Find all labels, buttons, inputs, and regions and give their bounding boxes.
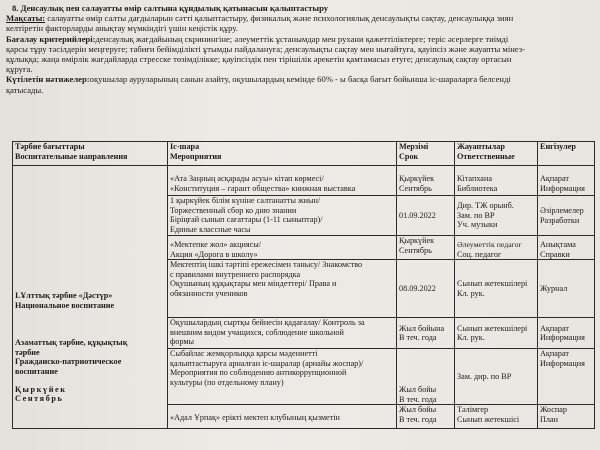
goal-text-1: салауатты өмір салты дағдыларын сәтті қалыптастыру, физикалық және психологиялық денсаулықты сақтау, денсаулыққа зиян xyxy=(45,13,514,24)
responsible-cell: Тәлімгер Сынып жетекшісі xyxy=(455,405,538,429)
criteria-line-2: қарсы тұру тәсілдерін меңгеруге; табиғи бейімділікті ұтымды пайдалануға; денсаулықты сақтау мен нығайтуға, қауіпсіз және жауапты мінез- xyxy=(6,43,525,54)
output-cell: Ақпарат Информация xyxy=(538,349,595,405)
section1-ru: Национальное воспитание xyxy=(15,300,115,310)
responsible-cell: Дир. ТЖ орынб. Зам. по ВР Уч. музыки xyxy=(455,196,538,236)
output-cell: Жоспар План xyxy=(538,405,595,429)
event-cell: «Мектепке жол» акциясы/ Акция «Дорога в школу» xyxy=(168,236,397,260)
section2-ru-b: воспитание xyxy=(15,366,58,376)
deadline-cell: Қыркүйек Сентябрь xyxy=(397,236,455,260)
goal-label: Мақсаты: xyxy=(6,13,46,24)
header-output: Енгізулер xyxy=(538,142,595,166)
goal-line-1 xyxy=(6,13,594,23)
deadline-cell: Жыл бойы В теч. года xyxy=(397,405,455,429)
plan-table xyxy=(12,141,595,429)
deadline-cell: Жыл бойына В теч. года xyxy=(397,318,455,349)
header-direction: Тәрбие бағыттары Воспитательные направления xyxy=(13,142,168,166)
event-cell: «Адал Ұрпақ» ерікті мектеп клубының қызметін xyxy=(168,405,397,429)
section2-ru-a: Гражданско-патриотическое xyxy=(15,357,122,367)
event-cell: 1 қыркүйек білім күніне салтанатты жиын/ Торжественный сбор ко дню знании Біріңғай сынып сағаттары (1-11 сыныптар)/ Единые классные часы xyxy=(168,196,397,236)
responsible-cell: Әлеуметтік педагог Соц. педагог xyxy=(455,236,538,260)
event-cell: Мектептің ішкі тәртіпі ережесімен танысу/ Знакомство с правилами внутреннего распорядка Оқушының құқықтары мен міндеттері/ Права и обязанности учеников xyxy=(168,260,397,318)
event-cell: Оқушылардың сыртқы бейнесін қадағалау/ Контроль за внешним видом учащихся, соблюдение школьной формы xyxy=(168,318,397,349)
deadline-cell: 01.09.2022 xyxy=(397,196,455,236)
results-label: Күтілетін нәтижелер: xyxy=(6,74,90,85)
header-event: Іс-шара Мероприятия xyxy=(168,142,397,166)
results-line-1 xyxy=(6,74,594,84)
section-title: 8. Денсаулық пен салауатты өмір салтына құндылық қатынасын қалыптастыру xyxy=(12,3,329,13)
criteria-line-4: құруға. xyxy=(6,64,33,75)
criteria-text-1: денсаулық жағдайының скринингіне; әлеуметтік ұстанымдар мен рухани қажеттіліктерге; теріс әсерлерге тиімді xyxy=(95,33,509,44)
output-cell: Анықтама Справки xyxy=(538,236,595,260)
table-row xyxy=(13,166,595,196)
responsible-cell: Сынып жетекшілері Кл. рук. xyxy=(455,260,538,318)
header-responsible: Жауаптылар Ответственные xyxy=(455,142,538,166)
criteria-label: Бағалау критерийлері: xyxy=(6,33,96,44)
goal-line-2: келтіретін факторларды анықтау мүмкіндігі үшін кеңістік құру. xyxy=(6,23,238,34)
criteria-line-1 xyxy=(6,34,594,44)
section2-kz-a: Азаматтық тәрбие, құқықтық xyxy=(15,338,128,348)
deadline-cell: Қыркүйек Сентябрь xyxy=(397,166,455,196)
event-cell: «Ата Заңның асқарады асуы» кітап көрмесі/ «Конституция – гарант общества» книжная выставка xyxy=(168,166,397,196)
document-header xyxy=(6,3,594,95)
deadline-cell: 08.09.2022 xyxy=(397,260,455,318)
month-kz: Қыркүйек xyxy=(15,384,67,394)
responsible-cell: Кітапхана Библиотека xyxy=(455,166,538,196)
responsible-cell: Зам. дир. по ВР xyxy=(455,349,538,405)
deadline-cell: Жыл бойы В теч. года xyxy=(397,349,455,405)
responsible-cell: Сынып жетекшілері Кл. рук. xyxy=(455,318,538,349)
output-cell: Ақпарат Информация xyxy=(538,166,595,196)
event-cell: Сыбайлас жемқорлыққа қарсы мәдениетті қалыптастыруға арналған іс-шаралар (арнайы жоспар)/ Мероприятия по соблюдению антикоррупционной культуры (по отдельному плану) xyxy=(168,349,397,405)
criteria-line-3: құлыққа; жаңа өмірлік жағдайларда стресске төзімділікке; қауіпсіздік пен тірішілік әрекетін қамтамасыз етуге; денсаулық сақтау ортасын xyxy=(6,54,512,65)
section1-kz: І.Ұлттық тәрбие «Дәстүр» xyxy=(15,291,113,300)
table-header-row xyxy=(13,142,595,166)
month-ru: Сентябрь xyxy=(15,394,64,404)
results-text-1: оқушылар ауруларының санын азайту, оқушылардың кемінде 60% - ы басқа бағыт бойынша іс-шараларға белсенді xyxy=(89,74,511,85)
output-cell: Журнал xyxy=(538,260,595,318)
header-deadline: Мерзімі Срок xyxy=(397,142,455,166)
results-line-2: қатысады. xyxy=(6,84,44,95)
section2-kz-b: тәрбие xyxy=(15,347,40,357)
direction-cell xyxy=(13,166,168,429)
output-cell: Әзірлемелер Разработки xyxy=(538,196,595,236)
output-cell: Ақпарат Информация xyxy=(538,318,595,349)
